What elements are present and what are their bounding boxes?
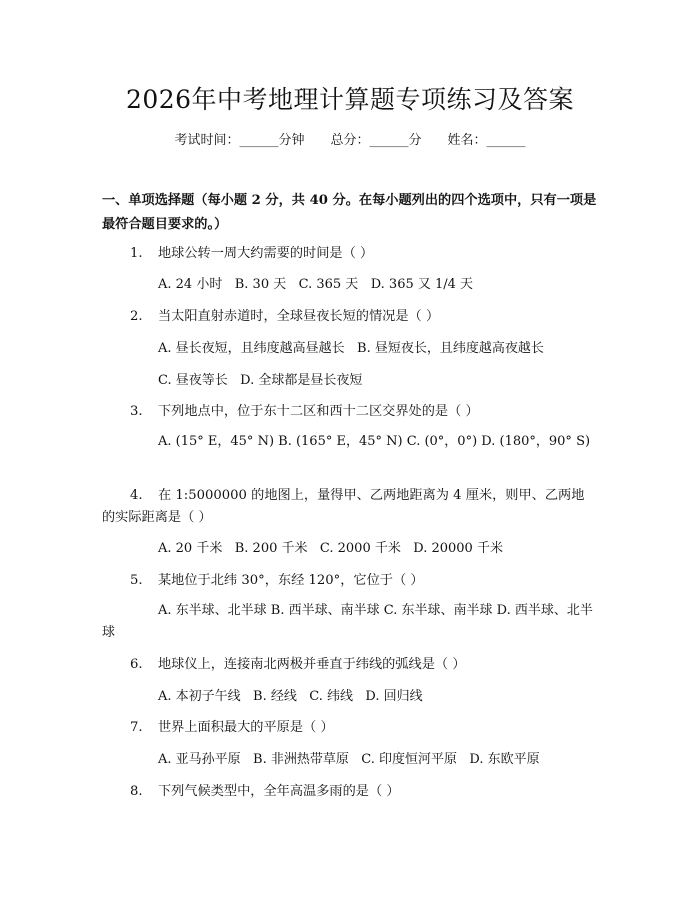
question-options: A. 本初子午线 B. 经线 C. 纬线 D. 回归线 <box>158 689 423 704</box>
question-item <box>130 781 400 802</box>
exam-total-score: 总分：______分 <box>330 133 422 148</box>
question-text: 下列地点中，位于东十二区和西十二区交界处的是（ ） <box>158 404 479 419</box>
question-text: 某地位于北纬 30°，东经 120°，它位于（ ） <box>158 573 424 588</box>
question-number: 1. <box>130 246 143 261</box>
question-options: A. 亚马孙平原 B. 非洲热带草原 C. 印度恒河平原 D. 东欧平原 <box>158 752 540 767</box>
question-number: 8. <box>130 784 143 799</box>
question-number: 4. <box>130 488 143 503</box>
section-heading: 一、单项选择题（每小题 2 分，共 40 分。在每小题列出的四个选项中，只有一项是最符合题目要求的。） <box>102 193 597 232</box>
question-item <box>130 717 334 738</box>
question-item <box>102 485 594 529</box>
question-options: A. 24 小时 B. 30 天 C. 365 天 D. 365 又 1/4 天 <box>158 277 474 292</box>
question-options: A. 20 千米 B. 200 千米 C. 2000 千米 D. 20000 千米 <box>158 541 503 556</box>
question-number: 3. <box>130 404 143 419</box>
question-text: 在 1:5000000 的地图上，量得甲、乙两地距离为 4 厘米，则甲、乙两地的实际距离是（ ） <box>102 488 585 525</box>
question-number: 5. <box>130 573 143 588</box>
document-title: 2026年中考地理计算题专项练习及答案 <box>125 85 575 114</box>
question-item <box>130 401 479 422</box>
question-options: A. (15° E，45° N) B. (165° E，45° N) C. (0°，0°) D. (180°，90° S) <box>158 434 591 449</box>
exam-time: 考试时间：______分钟 <box>174 133 305 148</box>
question-text: 世界上面积最大的平原是（ ） <box>158 720 334 735</box>
question-options: A. 昼长夜短，且纬度越高昼越长 B. 昼短夜长，且纬度越高夜越长 <box>158 341 544 356</box>
question-number: 6. <box>130 657 143 672</box>
question-text: 地球公转一周大约需要的时间是（ ） <box>158 246 374 261</box>
question-text: 地球仪上，连接南北两极并垂直于纬线的弧线是（ ） <box>158 657 466 672</box>
question-number: 7. <box>130 720 143 735</box>
question-item <box>130 570 424 591</box>
question-item <box>130 306 439 327</box>
question-number: 2. <box>130 309 143 324</box>
exam-meta <box>0 131 700 151</box>
student-name: 姓名：______ <box>447 133 526 148</box>
question-options: A. 东半球、北半球 B. 西半球、南半球 C. 东半球、南半球 D. 西半球、北半球 <box>102 603 593 640</box>
question-item <box>130 243 373 264</box>
question-text: 下列气候类型中，全年高温多雨的是（ ） <box>158 784 400 799</box>
question-text: 当太阳直射赤道时，全球昼夜长短的情况是（ ） <box>158 309 440 324</box>
question-options: C. 昼夜等长 D. 全球都是昼长夜短 <box>158 373 363 388</box>
question-item <box>130 654 466 675</box>
